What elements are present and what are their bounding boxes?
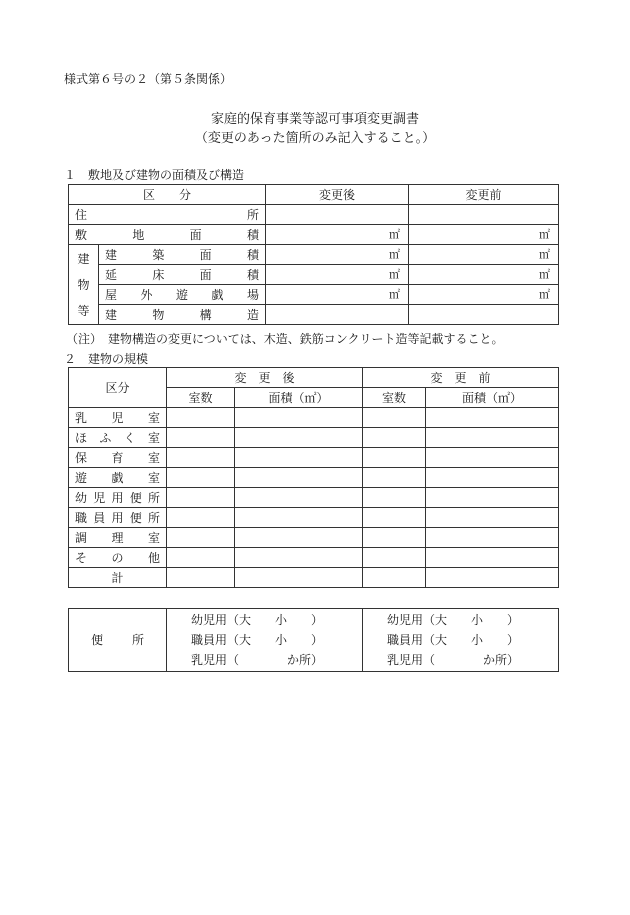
area-before-cell[interactable] <box>426 468 559 488</box>
row-label: 職 員 用 便 所 <box>75 510 160 525</box>
row-structure <box>69 305 559 325</box>
structure-after-cell[interactable] <box>266 305 409 325</box>
site-area-before-cell[interactable] <box>409 225 559 245</box>
table-row <box>69 528 559 548</box>
label-floor-area: 延 床 面 積 <box>105 267 259 282</box>
rooms-after-cell[interactable] <box>167 428 235 448</box>
rooms-before-cell[interactable] <box>363 528 426 548</box>
building-area-after-cell[interactable] <box>266 245 409 265</box>
header-rooms-before: 室数 <box>363 388 426 408</box>
rooms-after-cell[interactable] <box>167 468 235 488</box>
area-before-cell[interactable] <box>426 568 559 588</box>
area-after-cell[interactable] <box>235 548 363 568</box>
unit-sqm: ㎡ <box>539 267 551 281</box>
section2-heading: ２ 建物の規模 <box>64 352 149 366</box>
floor-area-before-cell[interactable] <box>409 265 559 285</box>
unit-sqm: ㎡ <box>389 227 401 241</box>
area-after-cell[interactable] <box>235 508 363 528</box>
table-row <box>69 488 559 508</box>
area-after-cell[interactable] <box>235 568 363 588</box>
header-category: 区分 <box>69 368 167 408</box>
building-scale-table <box>68 367 559 588</box>
header-rooms-after: 室数 <box>167 388 235 408</box>
toilet-line-infant-after: 幼児用（大 小 ） <box>191 613 324 627</box>
page-subtitle: （変更のあった箇所のみ記入すること。） <box>194 131 436 146</box>
row-label: 乳 児 室 <box>75 410 160 425</box>
table-row <box>69 428 559 448</box>
table-row <box>69 448 559 468</box>
unit-sqm: ㎡ <box>539 287 551 301</box>
area-before-cell[interactable] <box>426 448 559 468</box>
header-before: 変 更 前 <box>363 368 559 388</box>
table-row <box>69 548 559 568</box>
floor-area-after-cell[interactable] <box>266 265 409 285</box>
unit-sqm: ㎡ <box>539 247 551 261</box>
section1-heading: １ 敷地及び建物の面積及び構造 <box>64 168 245 182</box>
rooms-after-cell[interactable] <box>167 448 235 468</box>
rooms-before-cell[interactable] <box>363 468 426 488</box>
rooms-before-cell[interactable] <box>363 428 426 448</box>
header-category: 区 分 <box>69 185 266 205</box>
rooms-after-cell[interactable] <box>167 488 235 508</box>
header-area-after: 面積（㎡） <box>235 388 363 408</box>
area-before-cell[interactable] <box>426 488 559 508</box>
row-label: 調 理 室 <box>75 530 160 545</box>
toilet-label: 便 所 <box>91 633 144 647</box>
area-after-cell[interactable] <box>235 408 363 428</box>
table-row <box>69 468 559 488</box>
toilet-before-cell[interactable] <box>363 609 559 672</box>
outdoor-play-after-cell[interactable] <box>266 285 409 305</box>
rooms-after-cell[interactable] <box>167 528 235 548</box>
rooms-before-cell[interactable] <box>363 408 426 428</box>
area-after-cell[interactable] <box>235 488 363 508</box>
outdoor-play-before-cell[interactable] <box>409 285 559 305</box>
rooms-after-cell[interactable] <box>167 548 235 568</box>
unit-sqm: ㎡ <box>539 227 551 241</box>
row-label: ほ ふ く 室 <box>75 430 160 445</box>
label-address: 住 所 <box>75 207 260 222</box>
header-after: 変更後 <box>266 185 409 205</box>
toilet-line-staff-before: 職員用（大 小 ） <box>387 633 520 647</box>
toilet-line-infant-before: 幼児用（大 小 ） <box>387 613 520 627</box>
row-label: 計 <box>111 570 124 585</box>
rooms-after-cell[interactable] <box>167 568 235 588</box>
area-before-cell[interactable] <box>426 548 559 568</box>
label-building-group: 建 物 等 <box>69 245 99 325</box>
toilet-line-staff-after: 職員用（大 小 ） <box>191 633 324 647</box>
table-row <box>69 508 559 528</box>
rooms-after-cell[interactable] <box>167 408 235 428</box>
rooms-before-cell[interactable] <box>363 508 426 528</box>
row-label: 遊 戯 室 <box>75 470 160 485</box>
header-after: 変 更 後 <box>167 368 363 388</box>
row-address <box>69 205 559 225</box>
header-area-before: 面積（㎡） <box>426 388 559 408</box>
toilet-line-baby-after: 乳児用（ か所） <box>191 653 324 667</box>
row-label: そ の 他 <box>75 550 160 565</box>
table-row <box>69 408 559 428</box>
site-area-after-cell[interactable] <box>266 225 409 245</box>
section1-note: （注） 建物構造の変更については、木造、鉄筋コンクリート造等記載すること。 <box>66 332 504 346</box>
page-title: 家庭的保育事業等認可事項変更調書 <box>210 112 419 127</box>
label-site-area: 敷 地 面 積 <box>75 227 259 242</box>
area-after-cell[interactable] <box>235 448 363 468</box>
toilet-line-baby-before: 乳児用（ か所） <box>387 653 520 667</box>
building-area-before-cell[interactable] <box>409 245 559 265</box>
area-before-cell[interactable] <box>426 508 559 528</box>
address-after-cell[interactable] <box>266 205 409 225</box>
rooms-before-cell[interactable] <box>363 568 426 588</box>
unit-sqm: ㎡ <box>389 267 401 281</box>
address-before-cell[interactable] <box>409 205 559 225</box>
area-before-cell[interactable] <box>426 528 559 548</box>
area-after-cell[interactable] <box>235 468 363 488</box>
header-before: 変更前 <box>409 185 559 205</box>
label-building-area: 建 築 面 積 <box>105 247 259 262</box>
form-number: 様式第６号の２（第５条関係） <box>64 72 233 86</box>
rooms-before-cell[interactable] <box>363 488 426 508</box>
row-outdoor-play <box>69 285 559 305</box>
toilet-table <box>68 608 559 672</box>
label-outdoor-play: 屋 外 遊 戯 場 <box>105 287 260 302</box>
structure-before-cell[interactable] <box>409 305 559 325</box>
unit-sqm: ㎡ <box>389 287 401 301</box>
rooms-before-cell[interactable] <box>363 548 426 568</box>
row-floor-area <box>69 265 559 285</box>
site-building-table <box>68 184 559 325</box>
row-label: 幼 児 用 便 所 <box>75 490 160 505</box>
area-before-cell[interactable] <box>426 408 559 428</box>
row-building-area <box>69 245 559 265</box>
area-after-cell[interactable] <box>235 528 363 548</box>
table-row <box>69 568 559 588</box>
rooms-after-cell[interactable] <box>167 508 235 528</box>
row-label: 保 育 室 <box>75 450 160 465</box>
rooms-before-cell[interactable] <box>363 448 426 468</box>
row-site-area <box>69 225 559 245</box>
label-structure: 建 物 構 造 <box>105 307 259 322</box>
toilet-after-cell[interactable] <box>167 609 363 672</box>
area-before-cell[interactable] <box>426 428 559 448</box>
area-after-cell[interactable] <box>235 428 363 448</box>
unit-sqm: ㎡ <box>389 247 401 261</box>
